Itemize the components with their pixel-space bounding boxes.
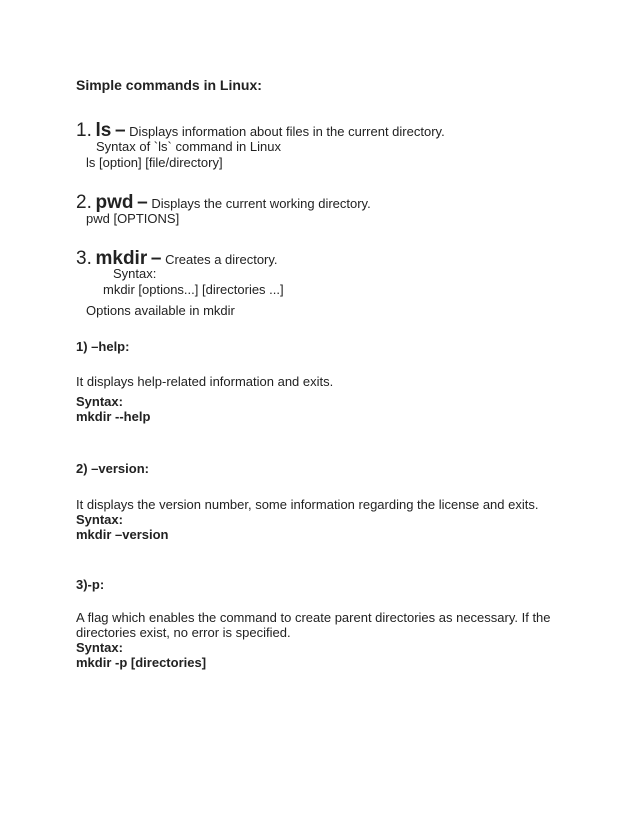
command-name: pwd <box>95 192 134 213</box>
option-p-heading: 3)-p: <box>76 577 105 592</box>
command-number: 2. <box>76 192 92 213</box>
command-dash: – <box>150 248 162 269</box>
option-version-text: It displays the version number, some information regarding the license and exits. <box>76 497 539 512</box>
command-description: Displays the current working directory. <box>151 196 371 211</box>
option-p-syntax: mkdir -p [directories] <box>76 655 207 670</box>
command-dash: – <box>114 120 126 141</box>
mkdir-options-intro: Options available in mkdir <box>86 303 235 318</box>
option-help-heading: 1) –help: <box>76 339 130 354</box>
option-version-syntax-label: Syntax: <box>76 512 123 527</box>
command-mkdir-line <box>76 248 278 270</box>
page-title: Simple commands in Linux: <box>76 77 262 93</box>
command-number: 1. <box>76 120 92 141</box>
ls-syntax-label: Syntax of `ls` command in Linux <box>96 139 281 154</box>
command-name: mkdir <box>95 248 148 269</box>
mkdir-syntax-label: Syntax: <box>113 266 157 281</box>
option-version-syntax: mkdir –version <box>76 527 169 542</box>
option-help-syntax: mkdir --help <box>76 409 151 424</box>
command-description: Creates a directory. <box>165 252 278 267</box>
command-name: ls <box>95 120 112 141</box>
option-p-text: A flag which enables the command to create parent directories as necessary. If the directories exist, no error is specified. <box>76 610 551 640</box>
command-dash: – <box>137 192 148 213</box>
option-p-syntax-label: Syntax: <box>76 640 123 655</box>
command-description: Displays information about files in the current directory. <box>129 124 445 139</box>
option-help-syntax-label: Syntax: <box>76 394 123 409</box>
ls-syntax: ls [option] [file/directory] <box>86 155 223 170</box>
option-help-text: It displays help-related information and exits. <box>76 374 334 389</box>
mkdir-syntax: mkdir [options...] [directories ...] <box>103 282 284 297</box>
option-version-heading: 2) –version: <box>76 461 149 476</box>
command-number: 3. <box>76 248 92 269</box>
pwd-syntax: pwd [OPTIONS] <box>86 211 180 226</box>
